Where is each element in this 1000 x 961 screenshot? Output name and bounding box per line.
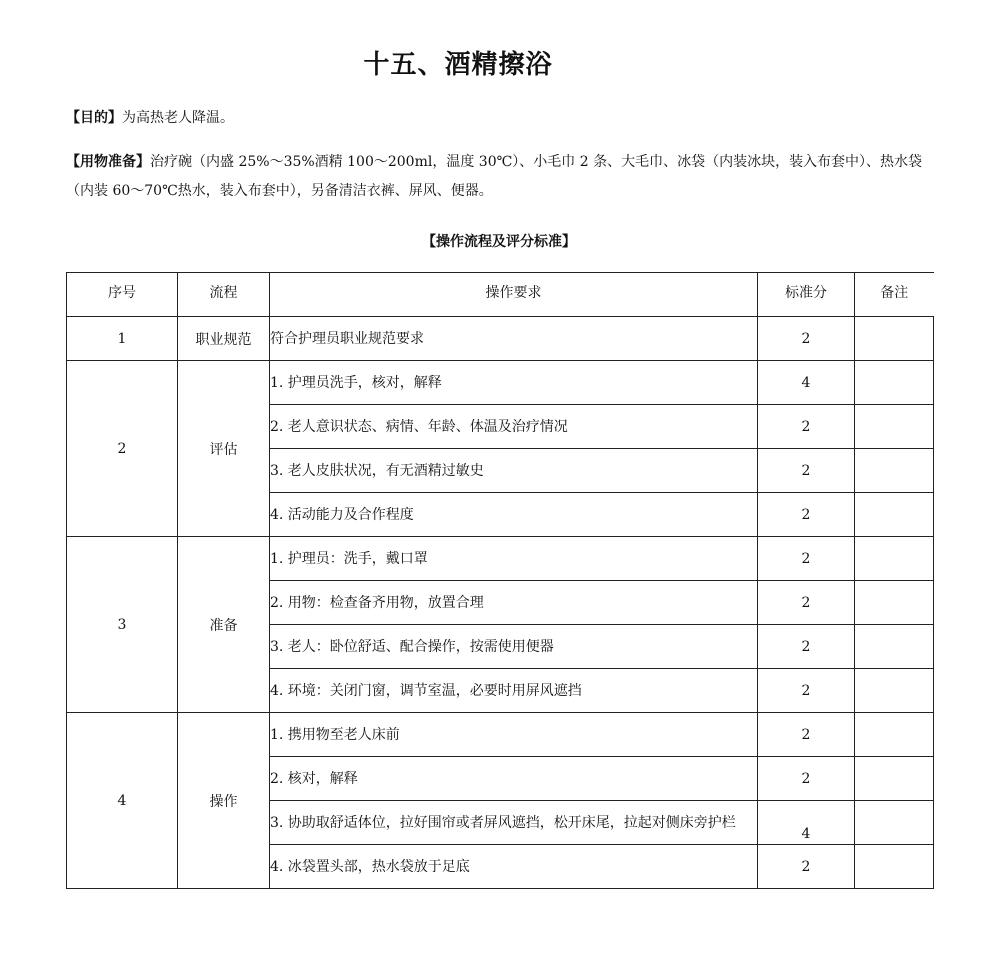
row-seq: 1 xyxy=(67,317,178,361)
row-requirement: 4. 冰袋置头部，热水袋放于足底 xyxy=(270,845,758,889)
row-score: 2 xyxy=(758,845,855,889)
header-seq: 序号 xyxy=(67,273,178,317)
row-requirement: 1. 护理员洗手，核对，解释 xyxy=(270,361,758,405)
row-score: 2 xyxy=(758,493,855,537)
row-score: 2 xyxy=(758,449,855,493)
row-requirement: 3. 协助取舒适体位，拉好围帘或者屏风遮挡，松开床尾，拉起对侧床旁护栏 xyxy=(270,801,758,845)
row-note xyxy=(855,361,934,405)
row-note xyxy=(855,537,934,581)
table-row xyxy=(67,713,934,757)
row-requirement: 2. 用物：检查备齐用物，放置合理 xyxy=(270,581,758,625)
header-requirement: 操作要求 xyxy=(270,273,758,317)
row-score: 2 xyxy=(758,317,855,361)
row-process: 操作 xyxy=(178,713,270,889)
table-row xyxy=(67,537,934,581)
row-note xyxy=(855,625,934,669)
table-row xyxy=(67,317,934,361)
row-note xyxy=(855,493,934,537)
scoring-table xyxy=(66,272,934,889)
row-score: 4 xyxy=(758,801,855,845)
row-score: 2 xyxy=(758,625,855,669)
purpose-text: 为高热老人降温。 xyxy=(122,110,234,126)
page-title: 十五、酒精擦浴 xyxy=(363,50,553,80)
row-note xyxy=(855,405,934,449)
row-score: 2 xyxy=(758,669,855,713)
row-note xyxy=(855,581,934,625)
header-process: 流程 xyxy=(178,273,270,317)
row-note xyxy=(855,317,934,361)
row-note xyxy=(855,713,934,757)
row-requirement: 符合护理员职业规范要求 xyxy=(270,317,758,361)
table-title: 【操作流程及评分标准】 xyxy=(422,234,576,250)
row-requirement: 2. 老人意识状态、病情、年龄、体温及治疗情况 xyxy=(270,405,758,449)
row-seq: 2 xyxy=(67,361,178,537)
purpose-label: 【目的】 xyxy=(66,110,122,126)
row-requirement: 1. 护理员：洗手，戴口罩 xyxy=(270,537,758,581)
row-requirement: 3. 老人：卧位舒适、配合操作，按需使用便器 xyxy=(270,625,758,669)
row-score: 2 xyxy=(758,405,855,449)
row-score: 2 xyxy=(758,581,855,625)
row-requirement: 4. 环境：关闭门窗，调节室温，必要时用屏风遮挡 xyxy=(270,669,758,713)
header-note: 备注 xyxy=(855,273,934,317)
table-row xyxy=(67,361,934,405)
row-requirement: 3. 老人皮肤状况，有无酒精过敏史 xyxy=(270,449,758,493)
materials-text: 治疗碗（内盛 25%～35%酒精 100～200ml，温度 30℃）、小毛巾 2 条、大毛巾、冰袋（内装冰块，装入布套中）、热水袋（内装 60～70℃热水，装入布套中），另备清洁衣裤、屏风、便器。 xyxy=(66,154,923,199)
materials-label: 【用物准备】 xyxy=(66,154,150,170)
row-note xyxy=(855,801,934,845)
row-requirement: 2. 核对，解释 xyxy=(270,757,758,801)
row-process: 准备 xyxy=(178,537,270,713)
row-note xyxy=(855,757,934,801)
row-seq: 4 xyxy=(67,713,178,889)
row-requirement: 1. 携用物至老人床前 xyxy=(270,713,758,757)
header-score: 标准分 xyxy=(758,273,855,317)
row-process: 职业规范 xyxy=(178,317,270,361)
row-score: 2 xyxy=(758,537,855,581)
row-process: 评估 xyxy=(178,361,270,537)
row-score: 4 xyxy=(758,361,855,405)
row-note xyxy=(855,669,934,713)
materials-paragraph xyxy=(66,148,936,206)
row-seq: 3 xyxy=(67,537,178,713)
row-score: 2 xyxy=(758,713,855,757)
row-note xyxy=(855,845,934,889)
row-requirement: 4. 活动能力及合作程度 xyxy=(270,493,758,537)
purpose-paragraph xyxy=(66,104,936,133)
row-note xyxy=(855,449,934,493)
row-score: 2 xyxy=(758,757,855,801)
